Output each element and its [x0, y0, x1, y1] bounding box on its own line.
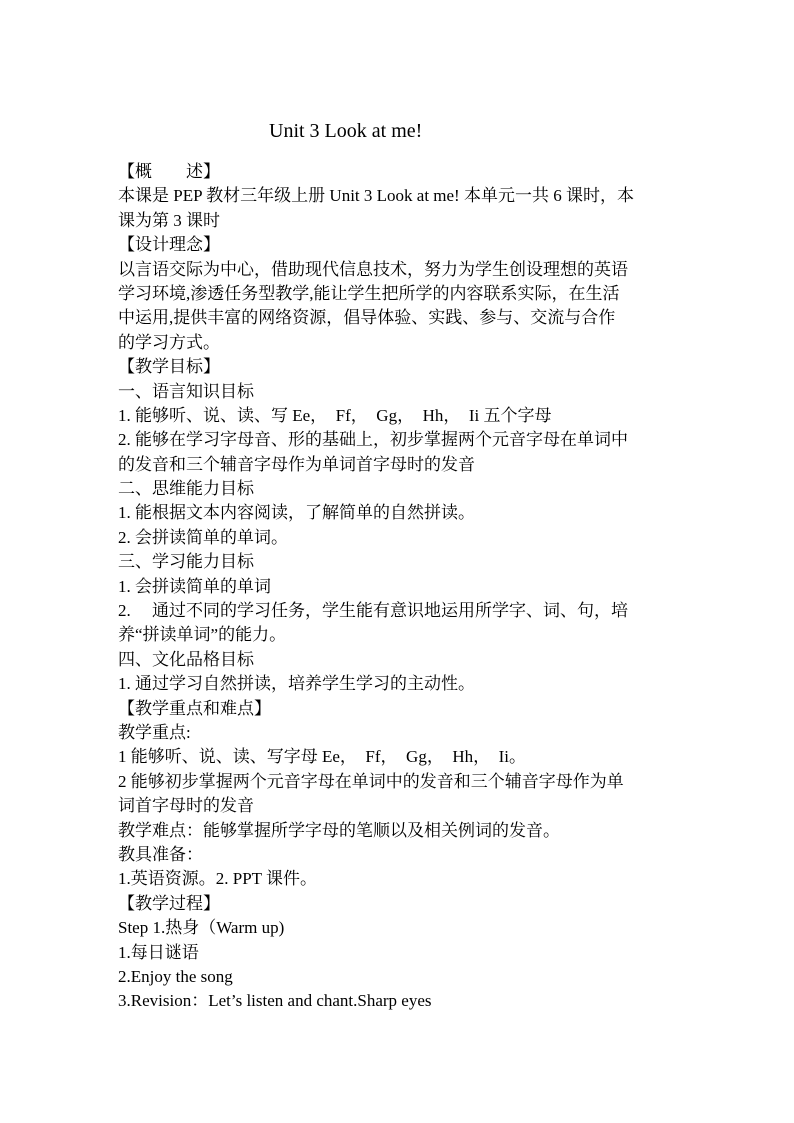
section-heading-key-points: 【教学重点和难点】 — [118, 698, 271, 718]
paragraph-line: 的学习方式。 — [118, 332, 220, 352]
paragraph-line: 词首字母时的发音 — [118, 796, 254, 816]
section-heading-teaching-goals: 【教学目标】 — [118, 357, 220, 377]
list-item: 1.每日谜语 — [118, 942, 199, 962]
paragraph-line: 本课是 PEP 教材三年级上册 Unit 3 Look at me! 本单元一共 6 课时，本 — [118, 186, 634, 206]
list-item: 2. 能够在学习字母音、形的基础上，初步掌握两个元音字母在单词中 — [118, 430, 628, 450]
list-item: 1.英语资源。2. PPT 课件。 — [118, 869, 317, 889]
section-heading-design-concept: 【设计理念】 — [118, 235, 220, 255]
subheading-cultural-character: 四、文化品格目标 — [118, 649, 254, 669]
paragraph-line: 课为第 3 课时 — [118, 210, 220, 230]
subheading-thinking-ability: 二、思维能力目标 — [118, 479, 254, 499]
label-difficult-points: 教学难点：能够掌握所学字母的笔顺以及相关例词的发音。 — [118, 820, 560, 840]
paragraph-line: 的发音和三个辅音字母作为单词首字母时的发音 — [118, 454, 475, 474]
list-item: 2.Enjoy the song — [118, 966, 233, 986]
list-item: 2. 通过不同的学习任务，学生能有意识地运用所学字、词、句，培 — [118, 601, 628, 621]
list-item: 3.Revision：Let’s listen and chant.Sharp eyes — [118, 991, 432, 1011]
paragraph-line: 中运用,提供丰富的网络资源，倡导体验、实践、参与、交流与合作 — [118, 308, 616, 328]
subheading-learning-ability: 三、学习能力目标 — [118, 552, 254, 572]
document-title: Unit 3 Look at me! — [269, 120, 423, 142]
label-key-points: 教学重点: — [118, 722, 191, 742]
list-item: 2 能够初步掌握两个元音字母在单词中的发音和三个辅音字母作为单 — [118, 771, 624, 791]
list-item: 1. 能够听、说、读、写 Ee， Ff， Gg， Hh， Ii 五个字母 — [118, 405, 552, 425]
section-heading-teaching-process: 【教学过程】 — [118, 893, 220, 913]
paragraph-line: 以言语交际为中心，借助现代信息技术，努力为学生创设理想的英语 — [118, 259, 628, 279]
list-item: 1. 通过学习自然拼读，培养学生学习的主动性。 — [118, 674, 475, 694]
list-item: 1 能够听、说、读、写字母 Ee， Ff， Gg， Hh， Ii。 — [118, 747, 526, 767]
step-heading: Step 1.热身（Warm up) — [118, 918, 285, 938]
document-body — [118, 160, 684, 1014]
paragraph-line: 养“拼读单词”的能力。 — [118, 625, 287, 645]
label-teaching-aids: 教具准备： — [118, 844, 203, 864]
paragraph-line: 学习环境,渗透任务型教学,能让学生把所学的内容联系实际，在生活 — [118, 283, 620, 303]
list-item: 1. 能根据文本内容阅读，了解简单的自然拼读。 — [118, 503, 475, 523]
section-heading-overview: 【概 述】 — [118, 162, 220, 181]
subheading-language-knowledge: 一、语言知识目标 — [118, 381, 254, 401]
list-item: 1. 会拼读简单的单词 — [118, 576, 271, 596]
list-item: 2. 会拼读简单的单词。 — [118, 527, 288, 547]
